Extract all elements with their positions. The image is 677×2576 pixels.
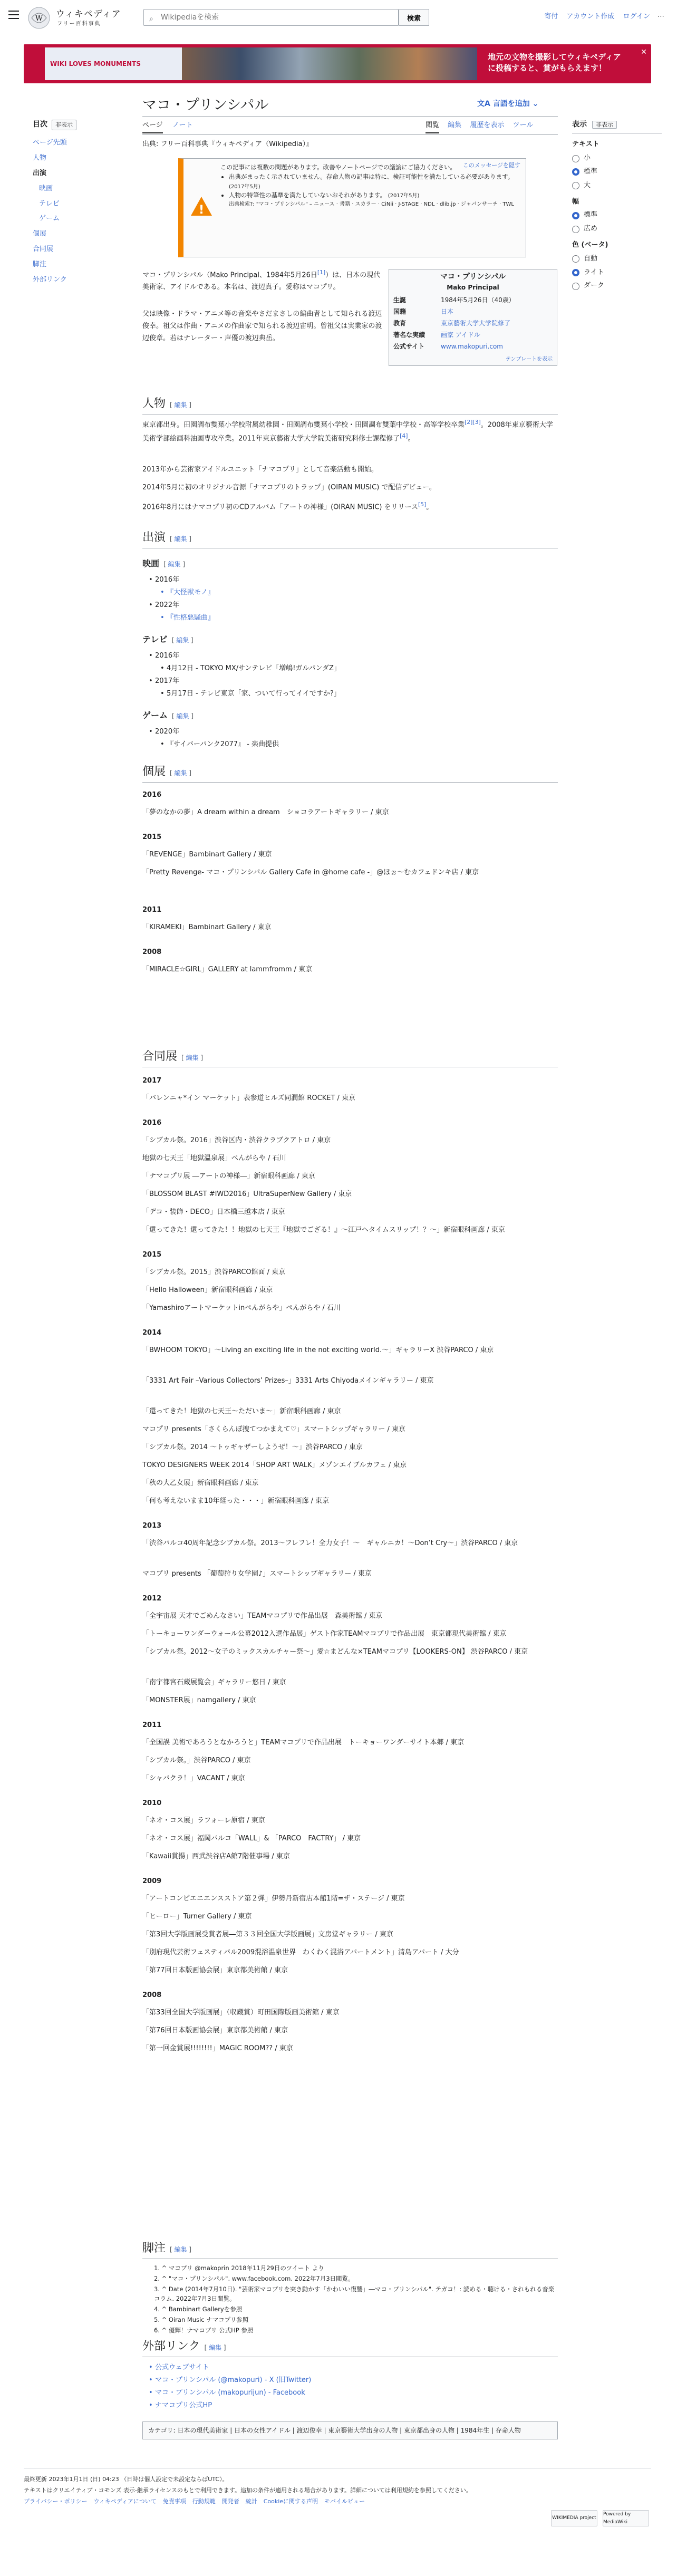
search-button[interactable]: 検索 [399, 9, 429, 26]
section-notes-heading: 脚注 [ 編集 ] [142, 2239, 558, 2259]
namespace-tabs [142, 120, 200, 131]
infobox-row [393, 306, 553, 317]
exhibition-item: 「南宇都宮石蔵展覧会」ギャラリー悠日 / 東京 [142, 1678, 286, 1686]
notice-intro: この記事には複数の問題があります。改善やノートページでの議論にご協力ください。 [220, 163, 457, 171]
appearance-heading: 表示 非表示 [572, 119, 662, 134]
exhibition-item: 「第一回金賞展!!!!!!!!」MAGIC ROOM?? / 東京 [142, 2044, 293, 2052]
film-item[interactable]: • 『大怪獣モノ』 [167, 587, 215, 599]
campaign-banner[interactable] [24, 44, 651, 83]
tab-read[interactable]: 閲覧 [425, 121, 439, 133]
exhibition-item: 「KIRAMEKI」Bambinart Gallery / 東京 [142, 923, 272, 931]
footer-link[interactable]: モバイルビュー [324, 2497, 365, 2505]
toc-hide-button[interactable]: 非表示 [52, 120, 76, 130]
infobox-row [393, 329, 553, 341]
site-header [0, 0, 677, 35]
exhibition-item: TOKYO DESIGNERS WEEK 2014「SHOP ART WALK」メゾンエイブルカフェ / 東京 [142, 1461, 407, 1469]
notice-hide-link[interactable]: このメッセージを隠す [462, 162, 520, 169]
category-links[interactable]: カテゴリ: 日本の現代美術家 | 日本の女性アイドル | 渡辺俊幸 | 東京藝術大学出身の人物 | 東京都出身の人物 | 1984年生 | 存命人物 [142, 2421, 558, 2439]
footer-link[interactable]: Cookieに関する声明 [263, 2497, 318, 2505]
year-heading: 2011 [142, 1721, 162, 1729]
infobox-value[interactable]: 東京藝術大学大学院修了 [441, 320, 511, 327]
exhibition-item: 「ナマコプリ展 ―アートの神様―」新宿眼科画廊 / 東京 [142, 1172, 315, 1180]
section-game-heading: ゲーム [ 編集 ] [142, 710, 194, 720]
infobox-key: 公式サイト [393, 343, 425, 350]
exhibition-item: 「還ってきた！還ってきた！！地獄の七天王『地獄でござる！』〜江戸ヘタイムスリップ！？〜」新宿眼科画廊 / 東京 [142, 1226, 505, 1234]
infobox-table [393, 294, 553, 352]
text-size-label: テキスト [572, 140, 599, 149]
year-heading: 2017 [142, 1077, 162, 1085]
toc-item[interactable]: テレビ [39, 199, 60, 208]
reference-item[interactable]: 4. ^ Bambinart Galleryを参照 [154, 2305, 243, 2313]
exhibition-item: 「第76回日本版画協会展」東京都美術館 / 東京 [142, 2027, 288, 2034]
person-paragraph-4: 2016年8月にはナマコプリ初のCDアルバム「アートの神様」(OIRAN MUSIC) をリリース[5]。 [142, 501, 433, 512]
exhibition-item: 「全宇宙展 天才でごめんなさい」TEAMマコプリで作品出展 森美術館 / 東京 [142, 1612, 383, 1620]
exhibition-item: 「第33回全国大学版画展」（収蔵賞）町田国際版画美術館 / 東京 [142, 2009, 340, 2017]
color-auto-option[interactable]: 自動 [572, 254, 662, 265]
width-label: 幅 [572, 197, 579, 206]
exhibition-item: 「ヒーロー」Turner Gallery / 東京 [142, 1913, 252, 1921]
film-year: • 2016年 [155, 575, 179, 586]
table-of-contents [33, 119, 133, 287]
edit-section-link[interactable]: 編集 [168, 561, 181, 568]
site-tagline: フリー百科事典 [57, 21, 101, 27]
infobox-value[interactable]: 日本 [441, 308, 454, 315]
infobox-row [393, 294, 553, 306]
game-item: • 『サイバーパンク2077』 - 楽曲提供 [167, 739, 279, 750]
exhibition-item: 「バレンニャ*イン マーケット」表参道ヒルズ同潤館 ROCKET / 東京 [142, 1094, 356, 1102]
search-input[interactable] [161, 12, 393, 23]
year-heading: 2016 [142, 791, 162, 799]
edit-section-link[interactable]: 編集 [174, 769, 187, 777]
search-icon: ⌕ [149, 15, 153, 23]
exhibition-item: マコプリ presents 「葡萄狩り女学園♪」スマートシップギャラリー / 東京 [142, 1570, 372, 1578]
tab-edit[interactable]: 編集 [448, 121, 462, 129]
mediawiki-badge[interactable]: Powered by MediaWiki [603, 2510, 649, 2526]
exhibition-item: 「BLOSSOM BLAST #IWD2016」UltraSuperNew Gallery / 東京 [142, 1190, 352, 1198]
page-title: マコ・プリンシパル [142, 97, 269, 113]
person-paragraph: 東京都出身。田園調布雙葉小学校附属幼稚園・田園調布雙葉小学校・田園調布雙葉中学校・高等学校卒業[2][3]。2008年東京藝術大学美術学部絵画科油画専攻卒業。2011年東京藝術大学大学院美術研究科修士課程修了[4]。 [142, 419, 553, 443]
create-account-link[interactable]: アカウント作成 [566, 13, 615, 21]
section-group-heading: 合同展 [ 編集 ] [142, 1047, 558, 1067]
exhibition-item: 「シブカル祭。2014 〜トゥギャザーしようぜ！〜」渋谷PARCO / 東京 [142, 1443, 363, 1451]
year-heading: 2012 [142, 1595, 162, 1603]
edit-section-link[interactable]: 編集 [209, 2344, 222, 2351]
edit-section-link[interactable]: 編集 [174, 535, 187, 543]
site-wordmark[interactable]: ウィキペディア [56, 9, 121, 20]
exhibition-item: 「Pretty Revenge- マコ・プリンシパル Gallery Cafe in @home cafe -」@ほぉ〜むカフェドンキ店 / 東京 [142, 869, 479, 876]
template-link[interactable]: テンプレートを表示 [505, 356, 553, 362]
exhibition-item: 「シブカル祭。2015」渋谷PARCO館面 / 東京 [142, 1268, 286, 1276]
exhibition-item: マコプリ presents「さくらんぼ捜てつかまえて♡」スマートシップギャラリー / 東京 [142, 1425, 406, 1433]
text-large-option[interactable]: 大 [572, 180, 662, 191]
view-tabs [419, 120, 533, 131]
exhibition-item: 「3331 Art Fair –Various Collectors’ Prizes–」3331 Arts Chiyodaメインギャラリー / 東京 [142, 1377, 434, 1385]
infobox-value: 1984年5月26日（40歳） [441, 296, 515, 304]
edit-section-link[interactable]: 編集 [176, 636, 189, 644]
exhibition-item: 「シブカル祭。2016」渋谷区内・渋谷クラブクアトロ / 東京 [142, 1136, 331, 1144]
exhibition-item: 「夢のなかの夢」A dream within a dream ショコラアートギャラリー / 東京 [142, 808, 389, 816]
edit-section-link[interactable]: 編集 [176, 712, 189, 720]
toc-item[interactable]: 脚注 [33, 260, 47, 268]
last-edited: 最終更新 2023年1月1日 (日) 04:23 （日時は個人設定で未設定ならばUTC）。 [24, 2476, 228, 2483]
external-link[interactable]: • ナマコプリ公式HP [155, 2400, 212, 2411]
exhibition-item: 「第77回日本版画協会展」東京都美術館 / 東京 [142, 1966, 288, 1974]
exhibition-item: 「MIRACLE☆GIRL」GALLERY at lammfromm / 東京 [142, 966, 313, 973]
tab-history[interactable]: 履歴を表示 [470, 121, 505, 129]
exhibition-item: 「Kawaii賞揚」西武渋谷店A館7階催事場 / 東京 [142, 1853, 290, 1860]
text-standard-option[interactable]: 標準 [572, 167, 662, 178]
exhibition-item: 「ネオ・コス展」福岡パルコ「WALL」& 「PARCO FACTRY」 / 東京 [142, 1835, 361, 1842]
appearance-hide-button[interactable]: 非表示 [592, 121, 617, 129]
width-standard-option[interactable]: 標準 [572, 210, 662, 221]
section-film-heading: 映画 [ 編集 ] [142, 558, 186, 568]
exhibition-item: 「全国誤 美術であろうとなかろうと」TEAMマコプリで作品出展 トーキョーワンダーサイト本郷 / 東京 [142, 1739, 465, 1747]
banner-line2: に投稿すると、賞がもらえます！ [488, 63, 607, 73]
exhibition-item: 「トーキョーワンダーウォール公募2012入選作品展」ゲスト作家TEAMマコプリで作品出展 東京都現代美術館 / 東京 [142, 1630, 507, 1638]
page-footer [24, 2474, 551, 2507]
tab-talk[interactable]: ノート [172, 121, 193, 129]
exhibition-item: 「アートコンピエニエンスストア第２弾」伊勢丹新宿店本館1階=ザ・ステージ / 東京 [142, 1895, 405, 1903]
color-light-option[interactable]: ライト [572, 267, 662, 278]
year-heading: 2010 [142, 1799, 162, 1807]
banner-photos [182, 47, 477, 80]
section-solo-heading: 個展 [ 編集 ] [142, 763, 558, 783]
reference-item[interactable]: 3. ^ Date (2014年7月10日). "芸術家マコプリを突き動かす「かわいい復讐」―マコ・プリンシパル". テガコ！: 読める・聴ける・されもれる音楽コラム. 2022年7月3日閲覧。 [154, 2285, 555, 2303]
exhibition-item: 「第3回大学版画展受賞者展―第３３回全国大学版画展」文房堂ギャラリー / 東京 [142, 1931, 393, 1938]
exhibition-item: 「シブカル祭。」渋谷PARCO / 東京 [142, 1757, 251, 1764]
warning-icon [190, 196, 213, 217]
notice-item: • 人物の特筆性の基準を満たしていないおそれがあります。 (2017年5月) [229, 191, 520, 200]
edit-section-link[interactable]: 編集 [174, 401, 187, 409]
tv-item: • 5月17日 - テレビ東京「家、ついて行ってイイですか?」 [167, 689, 341, 700]
banner-logo [45, 47, 182, 80]
close-icon[interactable]: ✕ [641, 48, 647, 56]
user-links [538, 12, 664, 23]
banner-message[interactable] [488, 52, 621, 74]
from-wikipedia: 出典: フリー百科事典『ウィキペディア（Wikipedia）』 [142, 140, 313, 148]
year-heading: 2014 [142, 1329, 162, 1337]
section-appear-heading: 出演 [ 編集 ] [142, 528, 558, 548]
svg-text:!: ! [198, 204, 205, 217]
exhibition-item: 「シャバクラ！」VACANT / 東京 [142, 1774, 245, 1782]
infobox-key: 生誕 [393, 296, 407, 304]
reference-item[interactable]: 1. ^ マコプリ @makoprin 2018年11月29日のツイート より [154, 2264, 324, 2272]
exhibition-item: 「シブカル祭。2012〜女子のミックスカルチャー祭〜」愛☆まどんな×TEAMマコプリ【LOOKERS-ON】 渋谷PARCO / 東京 [142, 1648, 528, 1656]
section-tv-heading: テレビ [ 編集 ] [142, 634, 194, 644]
reference-item[interactable]: 5. ^ Oiran Music ナマコプリ参照 [154, 2316, 249, 2323]
toc-heading: 目次 非表示 [33, 119, 133, 130]
appearance-panel [572, 119, 662, 294]
notice-item: • 出典がまったく示されていません。存命人物の記事は特に、検証可能性を満たしている必要があります。 (2017年5月) [229, 172, 520, 191]
wikipedia-logo-icon[interactable] [26, 5, 52, 31]
exhibition-item: 「REVENGE」Bambinart Gallery / 東京 [142, 851, 272, 858]
year-heading: 2015 [142, 1251, 162, 1259]
exhibition-item: 「ネオ・コス展」ラフォーレ原宿 / 東京 [142, 1817, 265, 1825]
game-year: • 2020年 [155, 727, 179, 738]
source-search-links[interactable]: 出典検索?: "マコ・プリンシパル" – ニュース · 書籍 · スカラー · CiNii · J-STAGE · NDL · dlib.jp · ジャパンサーチ · TWL [229, 201, 514, 208]
translate-icon: 文A [477, 100, 493, 108]
color-label: 色 (ベータ) [572, 240, 608, 249]
language-button[interactable]: 文A 言語を追加 ⌄ [477, 100, 539, 108]
footer-link[interactable]: ウィキペディアについて [93, 2497, 157, 2505]
intro-paragraph: マコ・プリンシパル（Mako Principal、1984年5月26日[1]）は、日本の現代美術家、アイドルである。本名は、渡辺真子。愛称はマコプリ。 [142, 269, 381, 292]
tv-item: • 4月12日 - TOKYO MX/サンテレビ「増嶋!ガルパンダZ」 [167, 663, 341, 674]
toc-item[interactable]: ゲーム [39, 215, 60, 223]
width-wide-option[interactable]: 広め [572, 224, 662, 235]
tv-year: • 2016年 [155, 651, 179, 662]
intro-paragraph-2: 父は映像・ドラマ・アニメ等の音楽やさだまさしの編曲者として知られる渡辺俊幸。祖父は作曲・アニメの作曲家で知られる渡辺宙明。曾祖父は実業家の渡辺俊章。若はナレーター・声優の渡辺典岳。 [142, 310, 382, 342]
exhibition-item: 「渋谷パルコ40周年記念シブカル祭。2013〜フレフレ！全力女子！〜 ギャルニカ！〜Don’t Cry〜」渋谷PARCO / 東京 [142, 1539, 518, 1547]
infobox-row [393, 341, 553, 352]
film-item[interactable]: • 『性格悪騒曲』 [167, 613, 215, 624]
toc-item[interactable]: ページ先頭 [33, 139, 67, 147]
search-box [143, 9, 399, 26]
exhibition-item: 「秋の大乙女展」新宿眼科画廊 / 東京 [142, 1479, 259, 1487]
footer-link[interactable]: 統計 [245, 2497, 257, 2505]
issues-notice [178, 158, 526, 257]
tab-tools[interactable]: ツール [512, 121, 534, 129]
exhibition-item: 「Yamashiroアートマーケットinぺんがらや」ぺんがらや / 石川 [142, 1304, 341, 1312]
edit-section-link[interactable]: 編集 [186, 1054, 199, 1062]
external-link[interactable]: • 公式ウェブサイト [155, 2362, 209, 2374]
infobox-subtitle: Mako Principal [447, 284, 499, 291]
toc-item[interactable]: 外部リンク [33, 275, 67, 284]
donate-link[interactable]: 寄付 [544, 13, 558, 21]
year-heading: 2008 [142, 948, 162, 956]
infobox-key: 国籍 [393, 308, 407, 315]
text-small-option[interactable]: 小 [572, 153, 662, 164]
reference-item[interactable]: 6. ^ 優輝！ナマコプリ 公式HP 参照 [154, 2327, 254, 2334]
wlm-logo-text: WIKI LOVES MONUMENTS [50, 60, 141, 67]
infobox-value[interactable]: 画家 アイドル [441, 331, 480, 339]
exhibition-item: 「デコ・装飾・DECO」日本橋三越本店 / 東京 [142, 1208, 285, 1216]
year-heading: 2008 [142, 1991, 162, 1999]
infobox-title: マコ・プリンシパル [440, 273, 506, 281]
tv-year: • 2017年 [155, 676, 179, 687]
infobox-key: 教育 [393, 320, 407, 327]
exhibition-item: 地獄の七天王「地獄温泉展」ぺんがらや / 石川 [142, 1154, 286, 1162]
year-heading: 2016 [142, 1119, 162, 1127]
footer-link[interactable]: 開発者 [221, 2497, 239, 2505]
footer-link[interactable]: プライバシー・ポリシー [24, 2497, 88, 2505]
color-dark-option[interactable]: ダーク [572, 281, 662, 292]
toc-item[interactable]: 映画 [39, 184, 53, 192]
person-paragraph-2: 2013年から芸術家アイドルユニット「ナマコプリ」として音楽活動も開始。 [142, 466, 378, 474]
edit-section-link[interactable]: 編集 [174, 2246, 187, 2253]
title-divider [142, 116, 558, 117]
toc-item[interactable]: 出演 [33, 169, 47, 177]
exhibition-item: 「別府現代芸術フェスティバル2009混浴温泉世界 わくわく混浴アパートメント」清島アパート / 大分 [142, 1948, 459, 1956]
main-menu-icon[interactable] [8, 11, 19, 19]
tab-page[interactable]: ページ [142, 121, 163, 133]
footer-link[interactable]: 行動規範 [192, 2497, 216, 2505]
svg-text:W: W [35, 14, 43, 23]
infobox-row [393, 317, 553, 329]
infobox [389, 269, 557, 366]
infobox-value[interactable]: www.makopuri.com [441, 343, 503, 350]
year-heading: 2013 [142, 1522, 162, 1530]
toc-item[interactable]: 人物 [33, 154, 47, 162]
reference-item[interactable]: 2. ^ "マコ・プリンシパル". www.facebook.com. 2022年7月3日閲覧。 [154, 2275, 354, 2282]
footer-links [24, 2496, 551, 2507]
tabs-divider [142, 134, 558, 135]
section-person-heading: 人物 [ 編集 ] [142, 394, 558, 414]
year-heading: 2009 [142, 1877, 162, 1885]
exhibition-item: 「還ってきた！地獄の七天王〜ただいま〜」新宿眼科画廊 / 東京 [142, 1407, 341, 1415]
person-paragraph-3: 2014年5月に初のオリジナル音源「ナマコプリのトラップ」(OIRAN MUSIC) で配信デビュー。 [142, 484, 436, 491]
footer-link[interactable]: 免責事項 [162, 2497, 186, 2505]
external-link[interactable]: • マコ・プリンシパル (@makopuri) - X (旧Twitter) [155, 2375, 311, 2386]
login-link[interactable]: ログイン [623, 13, 650, 21]
external-link[interactable]: • マコ・プリンシパル (makopurijun) - Facebook [155, 2388, 305, 2399]
year-heading: 2015 [142, 833, 162, 841]
film-year: • 2022年 [155, 600, 179, 611]
toc-item[interactable]: 合同展 [33, 245, 54, 253]
more-options-icon[interactable]: ⋯ [657, 13, 664, 21]
wikimedia-badge[interactable]: WIKIMEDIA project [551, 2510, 597, 2526]
section-links-heading: 外部リンク [ 編集 ] [142, 2337, 558, 2357]
license-text: テキストはクリエイティブ・コモンズ 表示-継承ライセンスのもとで利用できます。追加の条件が適用される場合があります。詳細については利用規約を参照してください。 [24, 2486, 472, 2494]
exhibition-item: 「MONSTER展」namgallery / 東京 [142, 1696, 256, 1704]
year-heading: 2011 [142, 906, 162, 914]
exhibition-item: 「何も考えないまま10年経った・・・」新宿眼科画廊 / 東京 [142, 1497, 330, 1505]
exhibition-item: 「BWHOOM TOKYO」〜Living an exciting life in the not exciting world.〜」ギャラリーX 渋谷PARCO / 東京 [142, 1346, 494, 1354]
banner-line1: 地元の文物を撮影してウィキペディア [488, 52, 621, 62]
exhibition-item: 「Hello Halloween」新宿眼科画廊 / 東京 [142, 1286, 273, 1294]
infobox-key: 著名な実績 [393, 331, 425, 339]
toc-item[interactable]: 個展 [33, 230, 47, 238]
